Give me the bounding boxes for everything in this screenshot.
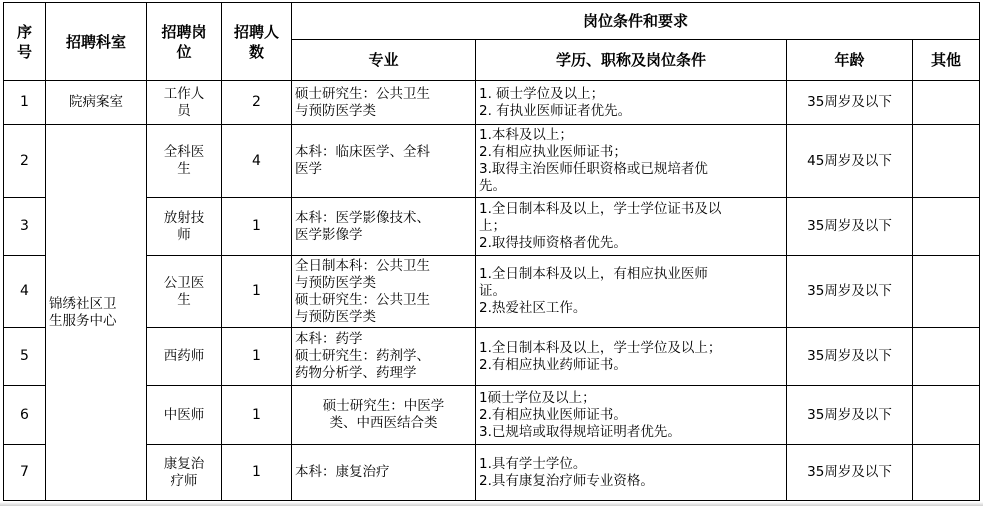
cell-major: 本科：医学影像技术、 医学影像学 (292, 198, 476, 256)
cell-seq: 1 (4, 81, 46, 125)
cell-major: 本科：临床医学、全科 医学 (292, 125, 476, 198)
cell-seq: 4 (4, 256, 46, 328)
cell-count: 2 (222, 81, 292, 125)
cell-age: 35周岁及以下 (787, 256, 913, 328)
cell-post: 放射技 师 (147, 198, 222, 256)
cell-seq: 7 (4, 445, 46, 501)
table-row (4, 81, 980, 125)
cell-age: 45周岁及以下 (787, 125, 913, 198)
cell-edu: 1. 硕士学位及以上； 2. 有执业医师证者优先。 (476, 81, 787, 125)
cell-seq: 5 (4, 328, 46, 386)
header-major: 专业 (292, 40, 476, 81)
cell-post: 西药师 (147, 328, 222, 386)
cell-major: 全日制本科：公共卫生 与预防医学类 硕士研究生：公共卫生 与预防医学类 (292, 256, 476, 328)
cell-edu: 1.全日制本科及以上，有相应执业医师 证。 2.热爱社区工作。 (476, 256, 787, 328)
header-other: 其他 (913, 40, 980, 81)
recruitment-table (3, 2, 980, 501)
cell-count: 4 (222, 125, 292, 198)
cell-major: 硕士研究生：公共卫生 与预防医学类 (292, 81, 476, 125)
header-conditions: 岗位条件和要求 (292, 3, 980, 40)
header-dept: 招聘科室 (46, 3, 147, 81)
cell-seq: 2 (4, 125, 46, 198)
cell-seq: 6 (4, 386, 46, 445)
cell-count: 1 (222, 386, 292, 445)
header-edu: 学历、职称及岗位条件 (476, 40, 787, 81)
cell-post: 全科医 生 (147, 125, 222, 198)
cell-other (913, 198, 980, 256)
cell-post: 工作人 员 (147, 81, 222, 125)
cell-edu: 1.具有学士学位。 2.具有康复治疗师专业资格。 (476, 445, 787, 501)
header-row-1 (4, 3, 980, 40)
cell-edu: 1.全日制本科及以上，学士学位证书及以 上； 2.取得技师资格者优先。 (476, 198, 787, 256)
cell-count: 1 (222, 198, 292, 256)
table-row (4, 198, 980, 256)
header-post: 招聘岗 位 (147, 3, 222, 81)
cell-edu: 1.全日制本科及以上，学士学位及以上； 2.有相应执业药师证书。 (476, 328, 787, 386)
header-count: 招聘人 数 (222, 3, 292, 81)
header-seq: 序 号 (4, 3, 46, 81)
cell-seq: 3 (4, 198, 46, 256)
table-row (4, 386, 980, 445)
cell-major: 硕士研究生：中医学 类、中西医结合类 (292, 386, 476, 445)
table-row (4, 125, 980, 198)
cell-major: 本科：康复治疗 (292, 445, 476, 501)
table-row (4, 445, 980, 501)
cell-post: 公卫医 生 (147, 256, 222, 328)
cell-count: 1 (222, 256, 292, 328)
cell-other (913, 328, 980, 386)
cell-edu: 1.本科及以上； 2.有相应执业医师证书； 3.取得主治医师任职资格或已规培者优 先。 (476, 125, 787, 198)
cell-dept: 院病案室 (46, 81, 147, 125)
header-age: 年龄 (787, 40, 913, 81)
cell-other (913, 81, 980, 125)
table-row (4, 256, 980, 328)
cell-major: 本科：药学 硕士研究生：药剂学、 药物分析学、药理学 (292, 328, 476, 386)
cell-edu: 1硕士学位及以上； 2.有相应执业医师证书。 3.已规培或取得规培证明者优先。 (476, 386, 787, 445)
cell-other (913, 386, 980, 445)
table-row (4, 328, 980, 386)
cell-other (913, 256, 980, 328)
cell-other (913, 125, 980, 198)
cell-other (913, 445, 980, 501)
cell-dept-merged: 锦绣社区卫 生服务中心 (46, 125, 147, 501)
cell-age: 35周岁及以下 (787, 386, 913, 445)
bottom-crop-edge (0, 502, 983, 506)
cell-age: 35周岁及以下 (787, 328, 913, 386)
cell-age: 35周岁及以下 (787, 445, 913, 501)
cell-post: 康复治 疗师 (147, 445, 222, 501)
cell-post: 中医师 (147, 386, 222, 445)
cell-age: 35周岁及以下 (787, 81, 913, 125)
cell-count: 1 (222, 328, 292, 386)
cell-count: 1 (222, 445, 292, 501)
cell-age: 35周岁及以下 (787, 198, 913, 256)
